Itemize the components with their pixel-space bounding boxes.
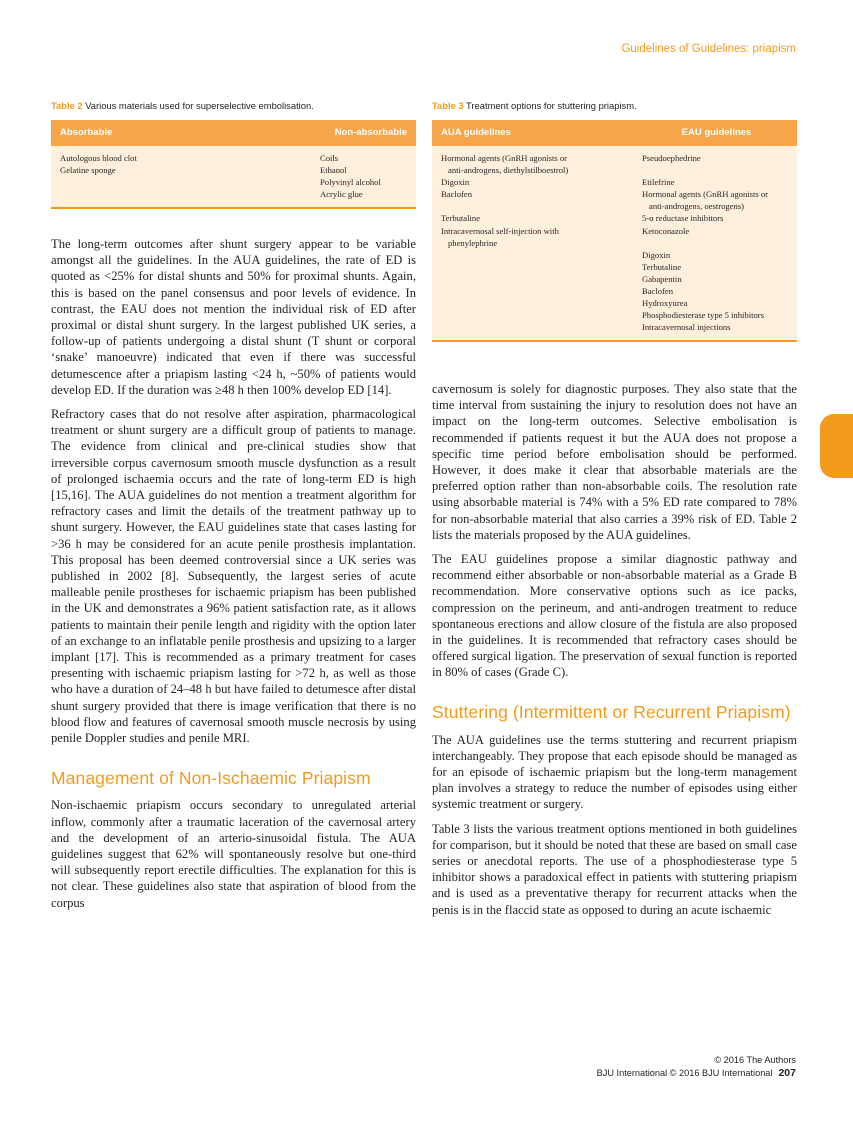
table-cell: Autologous blood clot bbox=[60, 153, 137, 163]
footer-journal: BJU International © 2016 BJU International bbox=[596, 1067, 773, 1078]
footer-copyright: © 2016 The Authors bbox=[714, 1055, 796, 1065]
body-paragraph: Refractory cases that do not resolve after aspiration, pharmacological treatment or shunt surgery are a difficult group of patients to manage. The evidence from clinical and pre-clinical studies show that irreversible corpus cavernosum smooth muscle dysfunction as a result of prolonged ischaemia occurs and the rate of long-term ED is high [15,16]. The AUA guidelines do not mention a treatment algorithm for refractory cases and limit the details of the treatment pathway up to shunt surgery. However, the EAU guidelines state that cases lasting for >36 h may be considered for an acute penile prosthesis implantation. This proposal has been deemed controversial since a UK series was published in 2002 [8]. Subsequently, the largest series of acute malleable penile prostheses for ischaemic priapism has been published in the UK and demonstrates a 96% patient satisfaction rate, as it allows patients to maintain their penile length and rigidity with the option later of an exchange to an inflatable penile prosthesis and upsizing to a larger implant [17]. This is recommended as a primary treatment for cases presenting with ischaemic priapism lasting for >72 h, as well as those who have a duration of 24–48 h but have failed to detumesce after distal shunt surgery provided that there is image verification that there is no blood flow and features of cavernosal smooth muscle necrosis by using penile Doppler studies and penile MRI. bbox=[51, 407, 416, 746]
footer-journal-line bbox=[597, 1067, 796, 1080]
table-cell: Gabapentin bbox=[642, 273, 682, 284]
table-2-grid bbox=[51, 120, 416, 209]
table-2-caption bbox=[51, 100, 416, 111]
table-cell: Etilefrine bbox=[642, 177, 675, 188]
left-column-text bbox=[51, 236, 416, 911]
table-cell: anti-androgens, oestrogens) bbox=[649, 201, 744, 212]
table-cell: Digoxin bbox=[642, 249, 671, 260]
table-cell: Baclofen bbox=[642, 286, 674, 297]
table-cell bbox=[642, 164, 789, 176]
table-cell: Intracavernosal injections bbox=[642, 322, 731, 333]
table-cell: 5-α reductase inhibitors bbox=[642, 213, 724, 224]
table-2-label: Table 2 bbox=[51, 100, 83, 111]
table-3-aua-cell bbox=[432, 146, 636, 341]
table-2-header-non-absorbable: Non-absorbable bbox=[316, 120, 416, 146]
body-paragraph: cavernosum is solely for diagnostic purposes. They also state that the time interval from sustaining the injury to resolution does not have an impact on the long-term outcomes. Selective embolisation is recommended if patients request it but the AUA does not propose a specific time period before embolisation should be performed. However, it does make it clear that absorbable materials are the preferred option rather than non-absorbable coils. The resolution rate using absorbable material is 74% with a 5% ED rate compared to 78% for non-absorbable material that also carries a 39% risk of ED. Table 2 lists the materials proposed by the AUA guidelines. bbox=[432, 382, 797, 542]
table-cell: Ketoconazole bbox=[642, 225, 690, 236]
page-footer bbox=[597, 1054, 796, 1080]
table-cell: Intracavernosal self-injection with bbox=[441, 225, 559, 236]
table-cell: Hormonal agents (GnRH agonists or bbox=[642, 189, 769, 200]
table-cell: Coils bbox=[320, 153, 339, 163]
body-paragraph: The EAU guidelines propose a similar diagnostic pathway and recommend either absorbable or non-absorbable material as a Grade B recommendation. More conservative options such as ice packs, compression on the perineum, and anti-androgen treatment to reduce spontaneous erections and allow closure of the fistula are also proposed in the guidelines. It is recommended that refractory cases should be offered surgical ligation. The preservation of sexual function is reported in 80% of cases (Grade C). bbox=[432, 552, 797, 680]
table-3-caption-text: Treatment options for stuttering priapism. bbox=[463, 100, 637, 111]
table-3-grid bbox=[432, 120, 797, 342]
table-cell: Gelatine sponge bbox=[60, 165, 116, 176]
body-paragraph: Non-ischaemic priapism occurs secondary to unregulated arterial inflow, commonly after a traumatic laceration of the cavernosal artery and the development of an arterio-sinusoidal fistula. The AUA guidelines suggest that 62% will spontaneously resolve but one-third will subsequently report erectile difficulties. The explanation for this is not clear. These guidelines also state that aspiration of blood from the corpus bbox=[51, 798, 416, 910]
table-3-caption bbox=[432, 100, 797, 111]
table-2-header-absorbable: Absorbable bbox=[51, 120, 316, 146]
body-paragraph: The AUA guidelines use the terms stuttering and recurrent priapism interchangeably. They propose that each episode should be managed as for an episode of ischaemic priapism but the long-term management plan involves a strategy to reduce the number of episodes using either systemic treatment or surgery. bbox=[432, 732, 797, 812]
table-2-non-absorbable-cell bbox=[316, 146, 416, 208]
table-cell: Polyvinyl alcohol bbox=[320, 177, 381, 188]
table-cell: Hydroxyurea bbox=[642, 298, 688, 309]
right-column-text bbox=[432, 381, 797, 918]
table-cell bbox=[441, 200, 628, 212]
table-3 bbox=[432, 100, 797, 342]
section-heading: Stuttering (Intermittent or Recurrent Priapism) bbox=[432, 701, 791, 722]
table-3-header-aua: AUA guidelines bbox=[432, 120, 636, 146]
table-3-label: Table 3 bbox=[432, 100, 464, 111]
running-head: Guidelines of Guidelines: priapism bbox=[621, 43, 796, 55]
table-2-absorbable-cell bbox=[51, 146, 316, 208]
table-cell: Acrylic glue bbox=[320, 189, 363, 200]
table-cell: Terbutaline bbox=[441, 213, 481, 224]
section-heading: Management of Non-Ischaemic Priapism bbox=[51, 768, 371, 789]
table-cell: Terbutaline bbox=[642, 261, 682, 272]
table-cell: phenylephrine bbox=[448, 237, 498, 248]
table-cell: Ethanol bbox=[320, 165, 347, 176]
table-2-caption-text: Various materials used for superselective embolisation. bbox=[82, 100, 314, 111]
table-3-header-eau: EAU guidelines bbox=[636, 120, 797, 146]
table-cell: anti-androgens, diethylstilboestrol) bbox=[448, 165, 569, 176]
table-cell: Digoxin bbox=[441, 177, 470, 188]
table-cell: Pseudoephedrine bbox=[642, 153, 701, 163]
section-tab-marker bbox=[820, 414, 853, 478]
body-paragraph: The long-term outcomes after shunt surgery appear to be variable amongst all the guidelines. In the AUA guidelines, the rate of ED is quoted as <25% for distal shunts and 50% for proximal shunts. Again, this is based on the panel consensus and poor levels of evidence. In contrast, the EAU does not mention the individual risk of ED after proximal or distal shunt surgery. In the largest published UK series, a follow-up of patients undergoing a distal shunt (T shunt or corporal ‘snake’ manoeuvre) indicated that even if there was successful detumescence after a priapism lasting <24 h, ~50% of patients would develop ED. If the duration was ≥48 h then 100% develop ED [14]. bbox=[51, 237, 416, 397]
table-cell: Phosphodiesterase type 5 inhibitors bbox=[642, 310, 764, 321]
table-cell: Baclofen bbox=[441, 189, 473, 200]
table-2 bbox=[51, 100, 416, 209]
table-3-eau-cell bbox=[636, 146, 797, 341]
body-paragraph: Table 3 lists the various treatment options mentioned in both guidelines for comparison, but it should be noted that these are based on small case series or anecdotal reports. The use of a phosphodiesterase type 5 inhibitor shows a paradoxical effect in patients with stuttering priapism and is used as a preventative therapy for recurrent attacks when the penis is in the flaccid state as opposed to during an acute ischaemic bbox=[432, 821, 797, 917]
table-cell bbox=[642, 237, 789, 249]
page-number: 207 bbox=[778, 1066, 796, 1079]
table-cell: Hormonal agents (GnRH agonists or bbox=[441, 153, 568, 163]
